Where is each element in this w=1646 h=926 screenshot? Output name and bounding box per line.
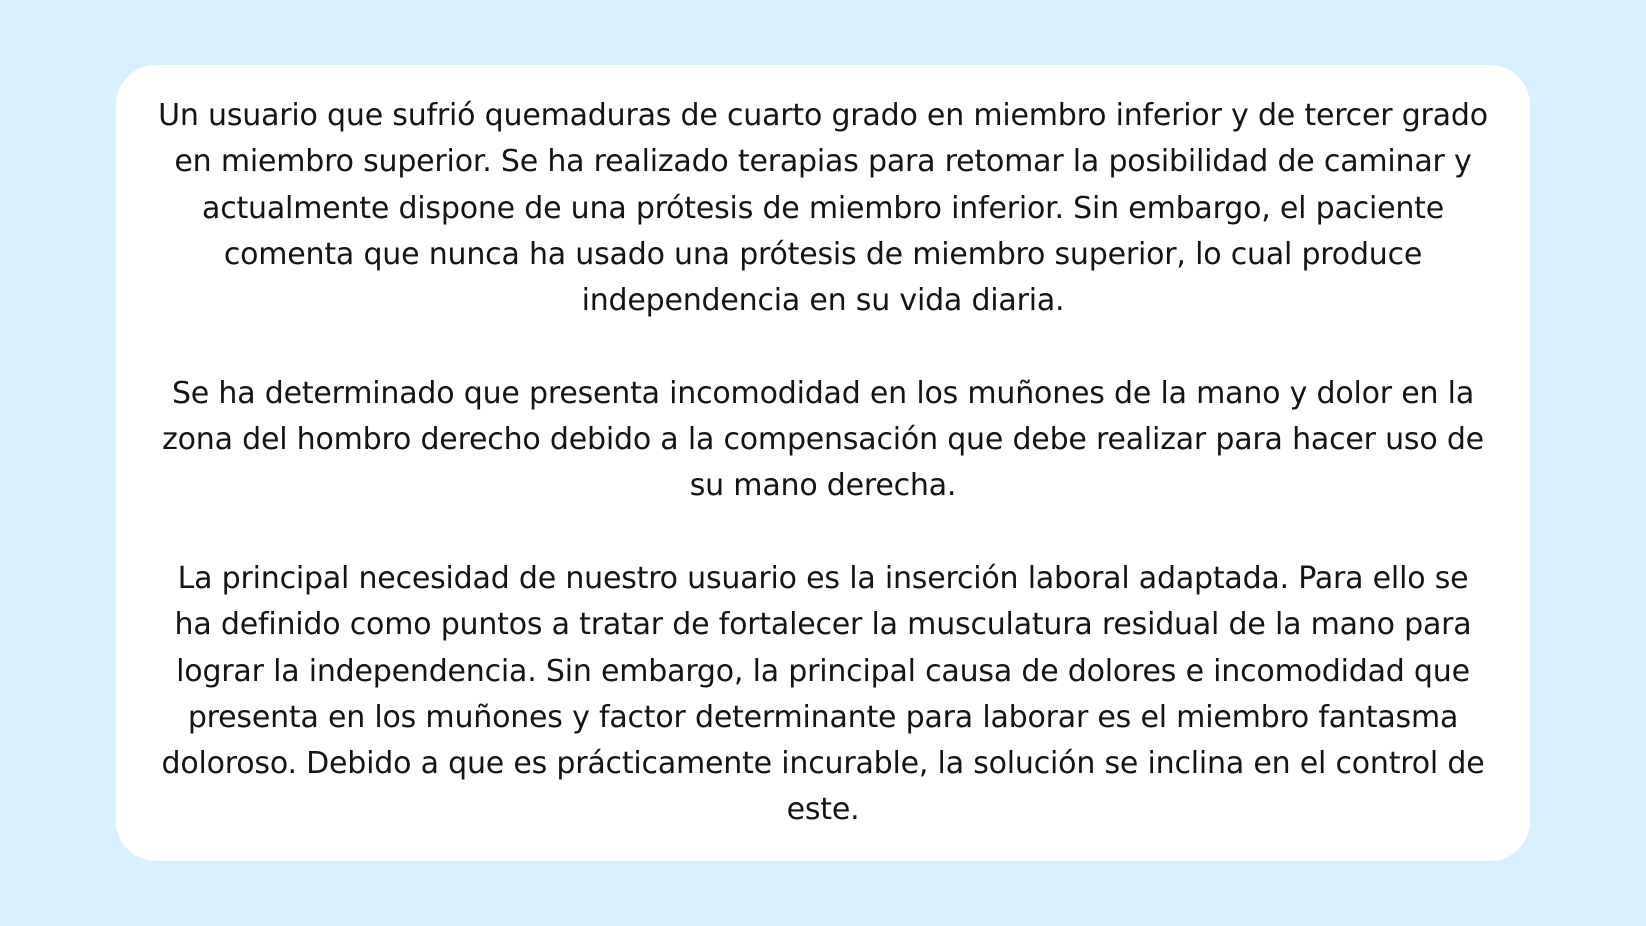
paragraph-spacer	[156, 510, 1490, 556]
paragraph-case-description: Un usuario que sufrió quemaduras de cuarto grado en miembro inferior y de tercer grado en miembro superior. Se ha realizado terapias para retomar la posibilidad de caminar y actualmente dispone de una prótesis de miembro inferior. Sin embargo, el paciente comenta que nunca ha usado una prótesis de miembro superior, lo cual produce independencia en su vida diaria.	[158, 98, 1488, 319]
paragraph-spacer	[156, 324, 1490, 370]
paragraph-symptoms: Se ha determinado que presenta incomodidad en los muñones de la mano y dolor en la zona del hombro derecho debido a la compensación que debe realizar para hacer uso de su mano derecha.	[162, 375, 1484, 504]
content-card	[116, 65, 1530, 861]
paragraph-main-need: La principal necesidad de nuestro usuario es la inserción laboral adaptada. Para ello se ha definido como puntos a tratar de fortalecer la musculatura residual de la mano para lograr la independencia. Sin embargo, la principal causa de dolores e incomodidad que presenta en los muñones y factor determinante para laborar es el miembro fantasma doloroso. Debido a que es prácticamente incurable, la solución se inclina en el control de este.	[161, 560, 1485, 828]
